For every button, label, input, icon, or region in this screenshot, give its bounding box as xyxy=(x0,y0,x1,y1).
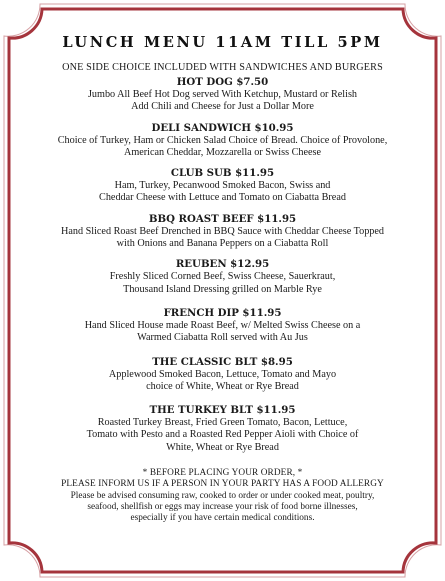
item-description-line: Ham, Turkey, Pecanwood Smoked Bacon, Swiss and xyxy=(114,180,331,192)
item-name: BBQ ROAST BEEF $11.95 xyxy=(148,212,297,225)
item-description-line: Jumbo All Beef Hot Dog served With Ketchup, Mustard or Relish xyxy=(87,89,358,100)
notice-line: Please be advised consuming raw, cooked to order or under cooked meat, poultry, xyxy=(70,490,375,501)
item-description-line: Hand Sliced House made Roast Beef, w/ Melted Swiss Cheese on a xyxy=(84,319,361,331)
allergy-notice xyxy=(20,468,425,524)
item-description-line: Thousand Island Dressing grilled on Marble Rye xyxy=(123,283,322,295)
item-description-line: Hand Sliced Roast Beef Drenched in BBQ Sauce with Cheddar Cheese Topped xyxy=(60,225,385,237)
item-name: THE TURKEY BLT $11.95 xyxy=(149,404,296,417)
item-description-line: American Cheddar, Mozzarella or Swiss Cheese xyxy=(123,146,322,158)
item-name: FRENCH DIP $11.95 xyxy=(163,306,282,319)
menu-item-reuben xyxy=(20,258,425,296)
notice-line: especially if you have certain medical conditions. xyxy=(130,513,315,524)
item-description-line: Choice of Turkey, Ham or Chicken Salad Choice of Bread. Choice of Provolone, xyxy=(57,134,388,146)
item-description-line: Roasted Turkey Breast, Fried Green Tomato, Bacon, Lettuce, xyxy=(97,417,348,429)
menu-item-turkey-blt xyxy=(20,404,425,454)
menu-item-bbq-roast-beef xyxy=(20,213,425,251)
menu-content xyxy=(20,34,425,525)
menu-title: LUNCH MENU 11AM TILL 5PM xyxy=(62,34,383,51)
item-name: REUBEN $12.95 xyxy=(175,258,270,271)
menu-subtitle: ONE SIDE CHOICE INCLUDED WITH SANDWICHES AND BURGERS xyxy=(62,62,383,73)
notice-line: PLEASE INFORM US IF A PERSON IN YOUR PARTY HAS A FOOD ALLERGY xyxy=(61,479,384,490)
notice-line: * BEFORE PLACING YOUR ORDER, * xyxy=(142,468,303,479)
item-description-line: Warmed Ciabatta Roll served with Au Jus xyxy=(137,332,308,344)
item-description-line: Add Chili and Cheese for Just a Dollar More xyxy=(131,101,314,113)
menu-item-classic-blt xyxy=(20,356,425,394)
menu-item-hot-dog xyxy=(20,76,425,114)
item-description-line: Tomato with Pesto and a Roasted Red Pepper Aioli with Choice of xyxy=(86,429,359,441)
notice-line: seafood, shellfish or eggs may increase your risk of food borne illnesses, xyxy=(87,501,358,512)
item-description-line: with Onions and Banana Peppers on a Ciabatta Roll xyxy=(116,238,329,250)
item-name: DELI SANDWICH $10.95 xyxy=(151,121,294,134)
item-description-line: Freshly Sliced Corned Beef, Swiss Cheese, Sauerkraut, xyxy=(109,271,336,283)
item-description-line: choice of White, Wheat or Rye Bread xyxy=(146,380,299,392)
item-name: THE CLASSIC BLT $8.95 xyxy=(152,355,293,368)
menu-item-deli-sandwich xyxy=(20,122,425,160)
menu-item-club-sub xyxy=(20,167,425,205)
item-name: HOT DOG $7.50 xyxy=(176,76,269,88)
item-description-line: Applewood Smoked Bacon, Lettuce, Tomato and Mayo xyxy=(108,368,337,380)
item-name: CLUB SUB $11.95 xyxy=(170,167,275,180)
item-description-line: White, Wheat or Rye Bread xyxy=(166,441,279,453)
menu-item-french-dip xyxy=(20,307,425,345)
item-description-line: Cheddar Cheese with Lettuce and Tomato on Ciabatta Bread xyxy=(99,192,346,204)
